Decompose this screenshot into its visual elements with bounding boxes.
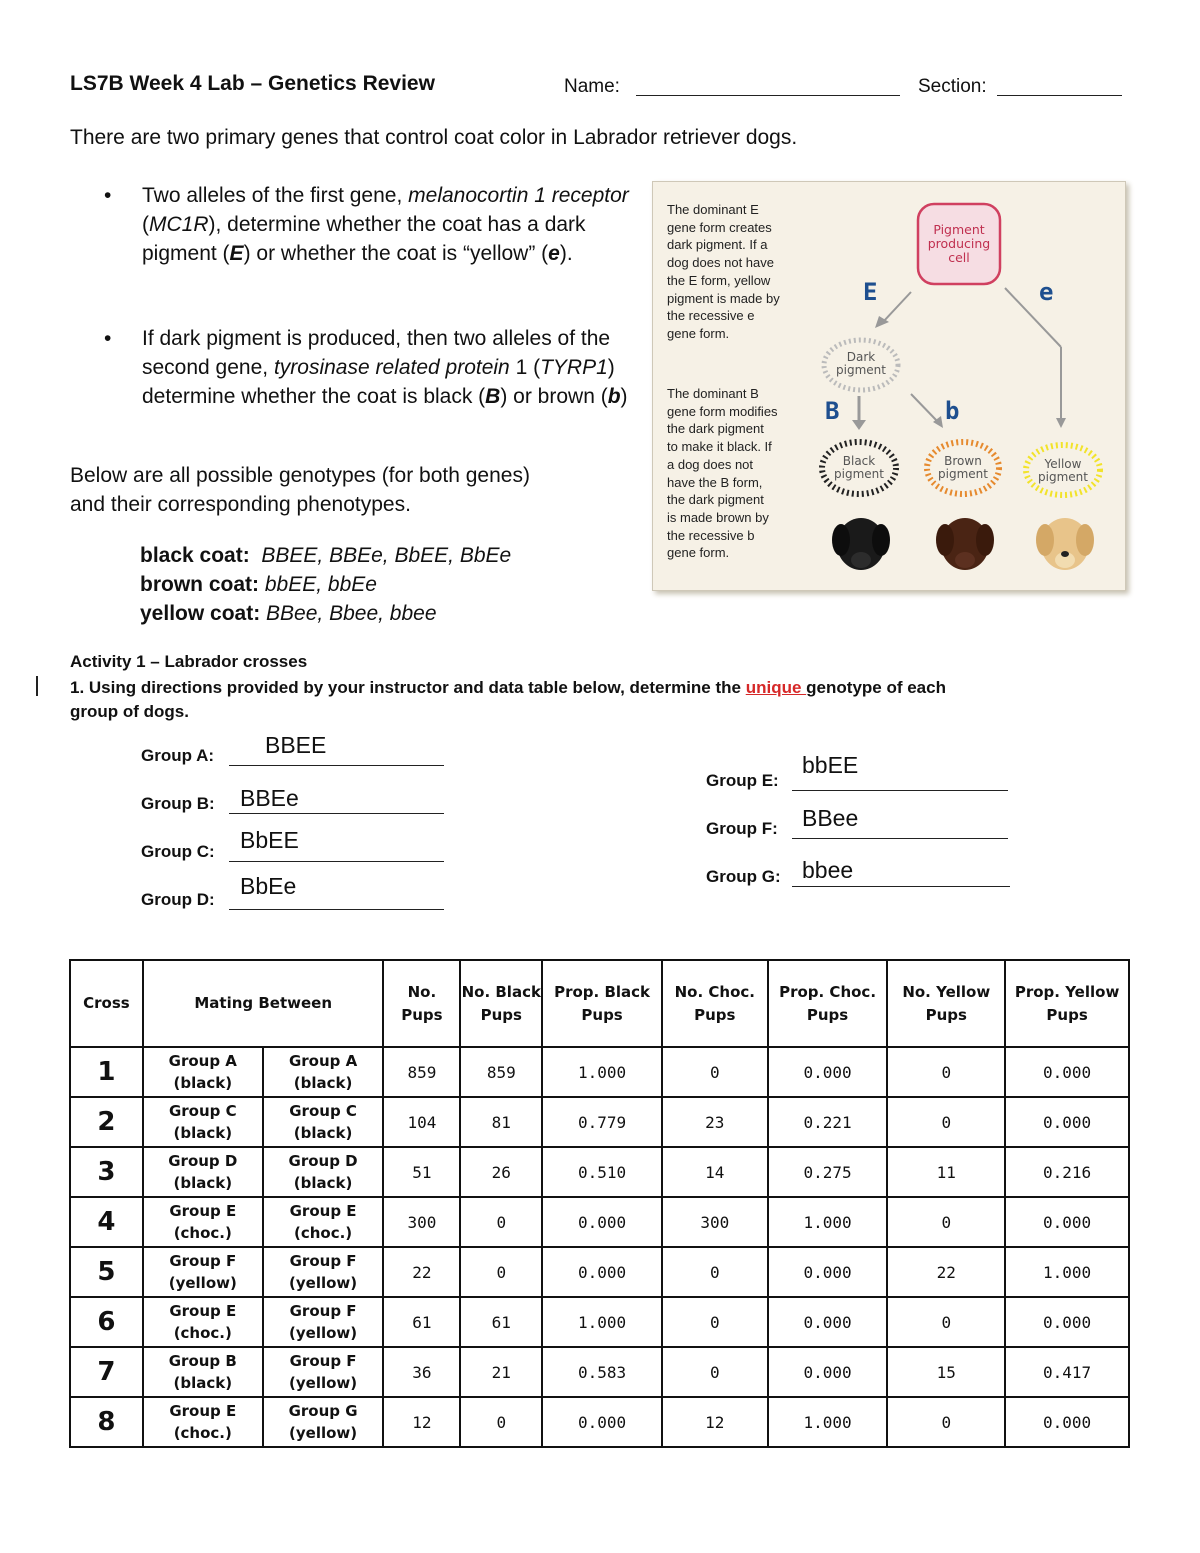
- group-phenotype: (yellow): [289, 1374, 358, 1392]
- coat-color-diagram: [652, 181, 1126, 591]
- cell-no-yellow: 0: [887, 1197, 1005, 1247]
- text: ) or brown (: [500, 385, 608, 408]
- cell-no-choc: 12: [662, 1397, 768, 1447]
- pigment-label: pigment: [1038, 470, 1088, 484]
- group-a-answer[interactable]: BBEE: [265, 732, 327, 758]
- cell-prop-choc: 1.000: [768, 1197, 888, 1247]
- cell-no-black: 859: [460, 1047, 542, 1097]
- cell-no-pups: 300: [383, 1197, 460, 1247]
- cell-no-black: 26: [460, 1147, 542, 1197]
- group-name: Group F: [289, 1252, 357, 1270]
- mating-group-2: [263, 1197, 384, 1247]
- group-b-field[interactable]: [229, 813, 444, 814]
- pigment-label: pigment: [834, 467, 884, 481]
- text: (: [142, 213, 149, 236]
- cell-prop-black: 0.000: [542, 1247, 662, 1297]
- group-name: Group F: [289, 1302, 357, 1320]
- group-name: Group D: [288, 1152, 358, 1170]
- group-d-answer[interactable]: BbEe: [240, 873, 297, 899]
- table-row: [70, 1147, 1129, 1197]
- header-prop-black: Prop. Black Pups: [542, 960, 662, 1047]
- cell-prop-yellow: 0.000: [1005, 1397, 1129, 1447]
- pigment-label: Black: [842, 454, 876, 468]
- cell-prop-black: 1.000: [542, 1047, 662, 1097]
- pigment-label: Brown: [944, 454, 982, 468]
- group-phenotype: (choc.): [293, 1224, 353, 1242]
- group-phenotype: (choc.): [173, 1324, 232, 1342]
- table-row: [70, 1247, 1129, 1297]
- mating-group-1: [143, 1047, 263, 1097]
- gene-abbr: TYRP1: [540, 356, 608, 379]
- cell-no-pups: 61: [383, 1297, 460, 1347]
- genotype-black: black coat: BBEE, BBEe, BbEE, BbEe: [140, 544, 512, 567]
- allele-e-label: e: [1039, 278, 1054, 306]
- text: Two alleles of the first gene,: [142, 184, 409, 207]
- group-g-field[interactable]: [792, 886, 1010, 887]
- cell-prop-choc: 0.000: [768, 1047, 888, 1097]
- allele: E: [229, 242, 244, 265]
- header-prop-choc: Prop. Choc. Pups: [768, 960, 888, 1047]
- cell-no-yellow: 15: [887, 1347, 1005, 1397]
- header-cross: Cross: [70, 960, 143, 1047]
- cell-prop-yellow: 0.000: [1005, 1097, 1129, 1147]
- group-c-field[interactable]: [229, 861, 444, 862]
- group-e-label: Group E:: [706, 771, 779, 790]
- group-phenotype: (yellow): [289, 1274, 358, 1292]
- cell-no-choc: 23: [662, 1097, 768, 1147]
- cell-label: Pigment: [933, 222, 985, 237]
- header-no-pups: No. Pups: [383, 960, 460, 1047]
- group-c-label: Group C:: [141, 842, 215, 861]
- bullet-tyrp1: [104, 324, 634, 444]
- cell-prop-choc: 0.000: [768, 1297, 888, 1347]
- group-b-answer[interactable]: BBEe: [240, 785, 299, 811]
- name-label: Name:: [564, 76, 620, 97]
- group-e-answer[interactable]: bbEE: [802, 752, 859, 778]
- cell-prop-yellow: 0.000: [1005, 1297, 1129, 1347]
- cross-data-table: [69, 959, 1130, 1448]
- table-header-row: [70, 960, 1129, 1047]
- text: If dark pigment is produced, then two alleles of the second gene,: [142, 327, 611, 379]
- cell-no-choc: 0: [662, 1047, 768, 1097]
- cell-prop-black: 0.000: [542, 1197, 662, 1247]
- cell-no-pups: 22: [383, 1247, 460, 1297]
- section-label: Section:: [918, 76, 987, 97]
- cell-prop-yellow: 0.000: [1005, 1197, 1129, 1247]
- group-b-label: Group B:: [141, 794, 215, 813]
- cell-no-pups: 859: [383, 1047, 460, 1097]
- group-name: Group E: [169, 1402, 237, 1420]
- text: and their corresponding phenotypes.: [70, 493, 411, 516]
- allele-E-label: E: [863, 278, 878, 306]
- cell-prop-yellow: 0.216: [1005, 1147, 1129, 1197]
- cell-no-black: 81: [460, 1097, 542, 1147]
- cross-number: 8: [70, 1397, 143, 1447]
- allele-b-label: b: [945, 397, 960, 425]
- cell-prop-choc: 0.221: [768, 1097, 888, 1147]
- cell-no-yellow: 0: [887, 1097, 1005, 1147]
- cell-no-pups: 104: [383, 1097, 460, 1147]
- group-phenotype: (black): [173, 1174, 233, 1192]
- text: ) determine whether the coat is black (: [142, 356, 615, 408]
- mating-group-1: [143, 1197, 263, 1247]
- cell-prop-choc: 1.000: [768, 1397, 888, 1447]
- cell-prop-choc: 0.000: [768, 1347, 888, 1397]
- group-a-label: Group A:: [141, 746, 215, 765]
- cell-no-pups: 36: [383, 1347, 460, 1397]
- mating-group-1: [143, 1147, 263, 1197]
- group-f-label: Group F:: [706, 819, 778, 838]
- mating-group-1: [143, 1397, 263, 1447]
- cell-prop-black: 0.583: [542, 1347, 662, 1397]
- bullet-dot-icon: •: [104, 327, 112, 350]
- cell-prop-choc: 0.275: [768, 1147, 888, 1197]
- group-phenotype: (black): [293, 1174, 353, 1192]
- group-phenotype: (black): [293, 1124, 353, 1142]
- mating-group-2: [263, 1347, 384, 1397]
- cell-no-yellow: 0: [887, 1047, 1005, 1097]
- header-prop-yellow: Prop. Yellow Pups: [1005, 960, 1129, 1047]
- group-phenotype: (yellow): [168, 1274, 237, 1292]
- cell-prop-yellow: 0.417: [1005, 1347, 1129, 1397]
- cell-prop-yellow: 0.000: [1005, 1047, 1129, 1097]
- cell-no-black: 21: [460, 1347, 542, 1397]
- text: ).: [559, 242, 573, 265]
- group-f-field[interactable]: [792, 838, 1008, 839]
- cell-no-black: 0: [460, 1397, 542, 1447]
- cross-number: 5: [70, 1247, 143, 1297]
- group-name: Group A: [168, 1052, 237, 1070]
- mating-group-1: [143, 1097, 263, 1147]
- group-g-label: Group G:: [706, 867, 781, 886]
- genotype-yellow: yellow coat: BBee, Bbee, bbee: [140, 602, 437, 625]
- gene-name: melanocortin 1 receptor: [408, 184, 629, 207]
- group-name: Group F: [169, 1252, 237, 1270]
- gene-abbr: MC1R: [149, 213, 209, 236]
- cell-no-black: 0: [460, 1247, 542, 1297]
- cell-no-pups: 12: [383, 1397, 460, 1447]
- section-field[interactable]: [997, 95, 1122, 96]
- group-phenotype: (yellow): [289, 1424, 358, 1442]
- cell-no-black: 0: [460, 1197, 542, 1247]
- yellow-lab-icon: [1036, 518, 1094, 570]
- table-row: [70, 1047, 1129, 1097]
- table-row: [70, 1097, 1129, 1147]
- mating-group-2: [263, 1147, 384, 1197]
- unique-emphasis: unique: [745, 678, 807, 697]
- mating-group-1: [143, 1297, 263, 1347]
- cell-prop-black: 1.000: [542, 1297, 662, 1347]
- group-phenotype: (choc.): [173, 1424, 232, 1442]
- cell-no-black: 61: [460, 1297, 542, 1347]
- header-no-yellow: No. Yellow Pups: [887, 960, 1005, 1047]
- cross-number: 1: [70, 1047, 143, 1097]
- bullet-mc1r: [104, 181, 634, 301]
- black-lab-icon: [832, 518, 890, 570]
- allele: B: [485, 385, 501, 408]
- group-name: Group F: [289, 1352, 357, 1370]
- header-mating: Mating Between: [143, 960, 384, 1047]
- pigment-label: Dark: [846, 350, 876, 364]
- mating-group-2: [263, 1247, 384, 1297]
- mating-group-2: [263, 1097, 384, 1147]
- cell-no-yellow: 22: [887, 1247, 1005, 1297]
- group-e-field[interactable]: [792, 790, 1008, 791]
- mating-group-2: [263, 1047, 384, 1097]
- cross-number: 3: [70, 1147, 143, 1197]
- text: 1 (: [509, 356, 541, 379]
- mating-group-2: [263, 1397, 384, 1447]
- mating-group-1: [143, 1247, 263, 1297]
- page-title: LS7B Week 4 Lab – Genetics Review: [70, 72, 435, 95]
- dominant-e-text: The dominant E gene form creates dark pigment. If a dog does not have the E form, yellow pigment is made by the recessive e gene form.: [667, 202, 780, 341]
- table-row: [70, 1297, 1129, 1347]
- cell-label: producing: [927, 236, 991, 251]
- group-c-answer[interactable]: BbEE: [240, 827, 299, 853]
- cell-no-yellow: 0: [887, 1297, 1005, 1347]
- group-phenotype: (black): [173, 1374, 233, 1392]
- cell-no-yellow: 0: [887, 1397, 1005, 1447]
- gene-name: tyrosinase related protein: [273, 356, 510, 379]
- cell-prop-choc: 0.000: [768, 1247, 888, 1297]
- cross-number: 2: [70, 1097, 143, 1147]
- cell-no-yellow: 11: [887, 1147, 1005, 1197]
- cell-prop-black: 0.000: [542, 1397, 662, 1447]
- cell-no-choc: 300: [662, 1197, 768, 1247]
- group-name: Group D: [168, 1152, 238, 1170]
- group-name: Group E: [169, 1302, 237, 1320]
- bullet-dot-icon: •: [104, 184, 112, 207]
- group-phenotype: (black): [293, 1074, 353, 1092]
- pigment-label: Yellow: [1044, 457, 1082, 471]
- cross-number: 7: [70, 1347, 143, 1397]
- group-f-answer[interactable]: BBee: [802, 805, 859, 831]
- cell-no-pups: 51: [383, 1147, 460, 1197]
- pathway-graphic: [653, 182, 1125, 590]
- group-name: Group E: [169, 1202, 237, 1220]
- text: ) or whether the coat is “yellow” (: [243, 242, 549, 265]
- table-row: [70, 1197, 1129, 1247]
- header-no-choc: No. Choc. Pups: [662, 960, 768, 1047]
- group-phenotype: (black): [173, 1124, 233, 1142]
- group-phenotype: (choc.): [173, 1224, 232, 1242]
- activity-title: Activity 1 – Labrador crosses: [70, 652, 308, 671]
- group-name: Group A: [288, 1052, 358, 1070]
- table-row: [70, 1347, 1129, 1397]
- text-cursor: [36, 676, 38, 696]
- cell-no-choc: 0: [662, 1347, 768, 1397]
- allele: b: [607, 385, 621, 408]
- genotype-intro: [70, 461, 530, 519]
- intro-text: There are two primary genes that control coat color in Labrador retriever dogs.: [70, 126, 798, 149]
- cross-number: 4: [70, 1197, 143, 1247]
- cell-prop-yellow: 1.000: [1005, 1247, 1129, 1297]
- name-field[interactable]: [636, 95, 900, 96]
- pigment-label: pigment: [938, 467, 988, 481]
- text: Below are all possible genotypes (for both genes): [70, 464, 530, 487]
- chocolate-lab-icon: [936, 518, 994, 570]
- table-row: [70, 1397, 1129, 1447]
- cell-prop-black: 0.779: [542, 1097, 662, 1147]
- group-name: Group C: [168, 1102, 237, 1120]
- group-a-field[interactable]: [229, 765, 444, 766]
- mating-group-2: [263, 1297, 384, 1347]
- group-name: Group B: [168, 1352, 237, 1370]
- mating-group-1: [143, 1347, 263, 1397]
- group-d-label: Group D:: [141, 890, 215, 909]
- genotype-list: [140, 541, 511, 628]
- cell-no-choc: 0: [662, 1297, 768, 1347]
- dominant-b-text: The dominant B gene form modifies the dark pigment to make it black. If a dog does not have the B form, the dark pigment is made brown by the recessive b gene form.: [667, 386, 778, 561]
- group-d-field[interactable]: [229, 909, 444, 910]
- group-phenotype: (black): [173, 1074, 233, 1092]
- group-name: Group E: [289, 1202, 357, 1220]
- group-name: Group C: [289, 1102, 357, 1120]
- cell-label: cell: [948, 250, 970, 265]
- question-1: 1. Using directions provided by your instructor and data table below, determine the unique genotype of each group of dogs.: [70, 678, 946, 721]
- allele-B-label: B: [825, 397, 840, 425]
- pigment-label: pigment: [836, 363, 886, 377]
- allele: e: [548, 242, 560, 265]
- header-no-black: No. Black Pups: [460, 960, 542, 1047]
- cross-number: 6: [70, 1297, 143, 1347]
- group-g-answer[interactable]: bbee: [802, 857, 854, 883]
- cell-no-choc: 0: [662, 1247, 768, 1297]
- group-name: Group G: [288, 1402, 358, 1420]
- genotype-brown: brown coat: bbEE, bbEe: [140, 573, 377, 596]
- cell-prop-black: 0.510: [542, 1147, 662, 1197]
- group-phenotype: (yellow): [289, 1324, 358, 1342]
- cell-no-choc: 14: [662, 1147, 768, 1197]
- text: ): [620, 385, 628, 408]
- text: ), determine whether the coat has a dark pigment (: [142, 213, 586, 265]
